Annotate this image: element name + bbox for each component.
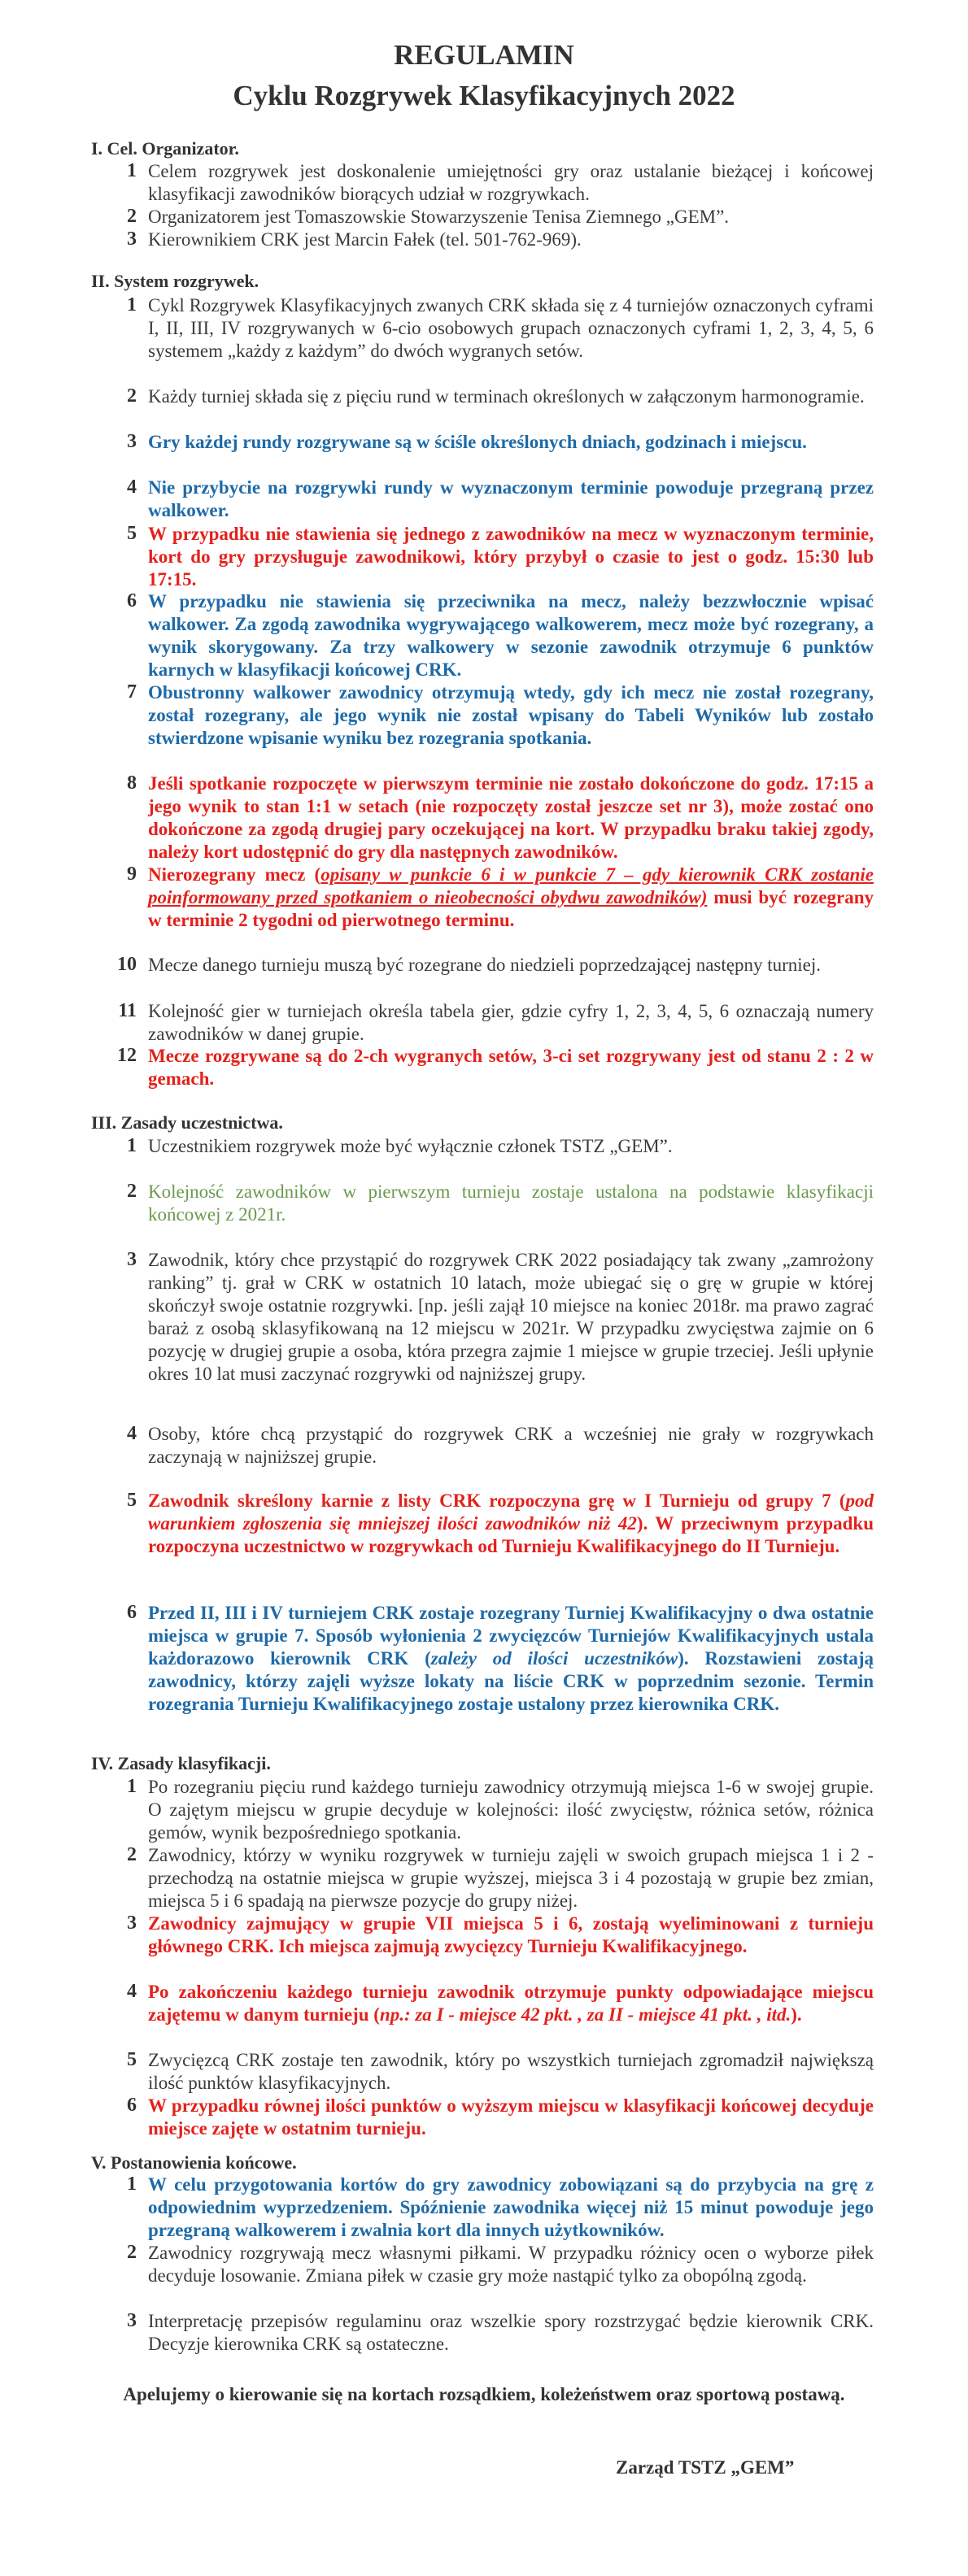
item-number: 3 [127,431,137,452]
section-heading-4: IV. Zasady klasyfikacji. [91,1753,271,1773]
item9-text-a: Nierozegrany mecz ( [148,864,321,885]
item-number: 2 [127,1181,137,1202]
item5-text-a: Zawodnik skreślony karnie z listy CRK rozpoczyna grę w I Turnieju od grupy 7 ( [148,1490,846,1511]
section3-item1: Uczestnikiem rozgrywek może być wyłącznie członek TSTZ „GEM”. [148,1136,673,1156]
section4-item6: W przypadku równej ilości punktów o wyższym miejscu w klasyfikacji końcowej decyduje miejsce zajęte w ostatnim turnieju. [148,2095,874,2139]
section2-item6: W przypadku nie stawienia się przeciwnika na mecz, należy bezzwłocznie wpisać walkower. Za zgodą zawodnika wygrywającego walkowerem, mecz może być rozegrany, a wynik skorygowany. Za trzy walkowery w sezonie zawodnik otrzymuje 6 punktów karnych w klasyfikacji końcowej CRK. [148,591,874,680]
item-number: 1 [127,2174,137,2195]
section4-item1: Po rozegraniu pięciu rund każdego turnieju zawodnicy otrzymują miejsca 1-6 w swojej grupie. O zajętym miejscu w grupie decyduje w kolejności: ilość zwycięstw, różnica setów, różnica gemów, wynik bezpośredniego spotkania. [148,1777,874,1843]
section3-item2: Kolejność zawodników w pierwszym turnieju zostaje ustalona na podstawie klasyfikacji końcowej z 2021r. [148,1181,874,1225]
section3-item6 [148,1602,874,1716]
item-number: 1 [127,160,137,181]
item-number: 9 [127,864,137,885]
section2-item4: Nie przybycie na rozgrywki rundy w wyznaczonym terminie powoduje przegraną przez walkower. [148,477,874,520]
doc-title-line1: REGULAMIN [394,39,574,71]
item-number: 3 [127,1249,137,1270]
section2-item1: Cykl Rozgrywek Klasyfikacyjnych zwanych CRK składa się z 4 turniejów oznaczonych cyframi I, II, III, IV rozgrywanych w 6-cio osobowych grupach oznaczonych cyframi 1, 2, 3, 4, 5, 6 systemem „każdy z każdym” do dwóch wygranych setów. [148,295,874,361]
item4-text-c: ). [791,2004,802,2025]
section5-item2: Zawodnicy rozgrywają mecz własnymi piłkami. W przypadku różnicy ocen o wyborze piłek decyduje losowanie. Zmiana piłek w czasie gry może nastąpić tylko za obopólną zgodą. [148,2243,874,2286]
section2-item5: W przypadku nie stawienia się jednego z zawodników na mecz w wyznaczonym terminie, kort do gry przysługuje zawodnikowi, który przybył o czasie to jest o godz. 15:30 lub 17:15. [148,524,874,590]
item-number: 4 [127,1423,137,1444]
item-number: 1 [127,1135,137,1156]
section-heading-3: III. Zasady uczestnictwa. [91,1112,283,1133]
item5-text-c: ). W przeciwnym przypadku rozpoczyna uczestnictwo w rozgrywkach od Turnieju Kwalifikacyjnego do II Turnieju. [148,1513,874,1556]
item5-text-italic: pod warunkiem zgłoszenia się mniejszej ilości zawodników niż 42 [148,1490,874,1534]
section1-item1: Celem rozgrywek jest doskonalenie umiejętności gry oraz ustalanie bieżącej i końcowej klasyfikacji zawodników biorących udział w rozgrywkach. [148,161,874,204]
section2-item11: Kolejność gier w turniejach określa tabela gier, gdzie cyfry 1, 2, 3, 4, 5, 6 oznaczają numery zawodników w danej grupie. [148,1001,874,1044]
item-number: 12 [117,1045,137,1066]
section4-item5: Zwycięzcą CRK zostaje ten zawodnik, który po wszystkich turniejach zgromadził największą ilość punktów klasyfikacyjnych. [148,2050,874,2093]
section2-item12: Mecze rozgrywane są do 2-ch wygranych setów, 3-ci set rozgrywany jest od stanu 2 : 2 w gemach. [148,1046,874,1089]
section3-item3: Zawodnik, który chce przystąpić do rozgrywek CRK 2022 posiadający tak zwany „zamrożony ranking” tj. grał w CRK w ostatnich 10 latach, może ubiegać się o grę w grupie w której skończył swoje ostatnie rozgrywki. [np. jeśli zajął 10 miejsce na koniec 2018r. ma prawo zagrać baraż z osobą sklasyfikowaną na 12 miejscu w 2021r. W przypadku zwycięstwa zajmie on 6 pozycję w drugiej grupie a osoba, która przegra zajmie 1 miejsce w grupie trzeciej. Jeśli upłynie okres 10 lat musi zaczynać rozgrywki od najniższej grupy. [148,1250,874,1384]
item4-text-a: Po zakończeniu każdego turnieju zawodnik otrzymuje punkty odpowiadające miejscu zajętemu w danym turnieju ( [148,1982,874,2025]
section2-item10: Mecze danego turnieju muszą być rozegrane do niedzieli poprzedzającej następny turniej. [148,955,821,975]
item-number: 10 [117,954,137,975]
section3-item4: Osoby, które chcą przystąpić do rozgrywek CRK a wcześniej nie grały w rozgrywkach zaczynają w najniższej grupie. [148,1424,874,1467]
item-number: 7 [127,681,137,703]
section2-item8: Jeśli spotkanie rozpoczęte w pierwszym terminie nie zostało dokończone do godz. 17:15 a jego wynik to stan 1:1 w setach (nie rozpoczęty został jeszcze set nr 3), może zostać ono dokończone za zgodą drugiej pary oczekującej na kort. W przypadku braku takiej zgody, należy kort udostępnić do gry dla następnych zawodników. [148,773,874,862]
item-number: 1 [127,1776,137,1797]
item-number: 6 [127,2095,137,2116]
item-number: 3 [127,228,137,250]
closing-statement: Apelujemy o kierowanie się na kortach rozsądkiem, koleżeństwem oraz sportową postawą. [123,2384,845,2404]
item-number: 2 [127,1844,137,1865]
item-number: 6 [127,1602,137,1623]
section-heading-5: V. Postanowienia końcowe. [91,2152,297,2173]
item-number: 4 [127,1981,137,2002]
item-number: 3 [127,1912,137,1934]
item-number: 4 [127,476,137,498]
item-number: 5 [127,523,137,544]
item-number: 6 [127,590,137,611]
section3-item5 [148,1490,874,1558]
section-heading-1: I. Cel. Organizator. [91,138,239,159]
signature: Zarząd TSTZ „GEM” [616,2457,795,2478]
section4-item2: Zawodnicy, którzy w wyniku rozgrywek w turnieju zajęli w swoich grupach miejsca 1 i 2 - przechodzą na ostatnie miejsca w grupie wyższej, miejsca 3 i 4 pozostają w grupie bez zmian, miejsca 5 i 6 spadają na pierwsze pozycje do grupy niżej. [148,1845,874,1911]
item-number: 5 [127,2049,137,2070]
item-number: 8 [127,772,137,794]
doc-title-line2: Cyklu Rozgrywek Klasyfikacyjnych 2022 [233,80,735,111]
item-number: 11 [118,1000,137,1021]
section5-item3: Interpretację przepisów regulaminu oraz wszelkie spory rozstrzygać będzie kierownik CRK. Decyzje kierownika CRK są ostateczne. [148,2311,874,2354]
section2-item9 [148,864,874,932]
item-number: 3 [127,2310,137,2331]
item6-text-c: ). Rozstawieni zostają zawodnicy, którzy zajęli wyższe lokaty na liście CRK w poprzednim sezonie. Termin rozegrania Turnieju Kwalifikacyjnego zostaje ustalony przez kierownika CRK. [148,1648,874,1714]
section2-item3: Gry każdej rundy rozgrywane są w ściśle określonych dniach, godzinach i miejscu. [148,432,807,452]
section5-item1: W celu przygotowania kortów do gry zawodnicy zobowiązani są do przybycia na grę z odpowiednim wyprzedzeniem. Spóźnienie zawodnika więcej niż 15 minut powoduje jego przegraną walkowerem i zwalnia kort dla innych użytkowników. [148,2174,874,2240]
item4-text-italic: np.: za I - miejsce 42 pkt. , za II - miejsce 41 pkt. , itd. [379,2004,791,2025]
item9-text-underlined: opisany w punkcie 6 i w punkcie 7 – gdy kierownik CRK zostanie poinformowany przed spotkaniem o nieobecności obydwu zawodników) [148,864,874,907]
item-number: 2 [127,206,137,227]
item6-text-italic: zależy od ilości uczestników [430,1648,678,1669]
item-number: 5 [127,1490,137,1511]
section1-item2: Organizatorem jest Tomaszowskie Stowarzyszenie Tenisa Ziemnego „GEM”. [148,207,730,227]
section4-item3: Zawodnicy zajmujący w grupie VII miejsca 5 i 6, zostają wyeliminowani z turnieju głównego CRK. Ich miejsca zajmują zwycięzcy Turnieju Kwalifikacyjnego. [148,1913,874,1956]
item6-text-a: Przed II, III i IV turniejem CRK zostaje rozegrany Turniej Kwalifikacyjny o dwa ostatnie miejsca w grupie 7. Sposób wyłonienia 2 zwycięzców Turniejów Kwalifikacyjnych ustala każdorazowo kierownik CRK ( [148,1603,874,1669]
section2-item2: Każdy turniej składa się z pięciu rund w terminach określonych w załączonym harmonogramie. [148,386,865,407]
item-number: 1 [127,294,137,315]
item-number: 2 [127,385,137,407]
section4-item4 [148,1981,874,2026]
item9-text-c: musi być rozegrany w terminie 2 tygodni od pierwotnego terminu. [148,887,874,930]
section1-item3: Kierownikiem CRK jest Marcin Fałek (tel. 501-762-969). [148,229,582,250]
item-number: 2 [127,2242,137,2263]
section2-item7: Obustronny walkower zawodnicy otrzymują wtedy, gdy ich mecz nie został rozegrany, został rozegrany, ale jego wynik nie został wpisany do Tabeli Wyników lub zostało stwierdzone wpisanie wyniku bez rozegrania spotkania. [148,682,874,748]
section-heading-2: II. System rozgrywek. [91,271,259,291]
